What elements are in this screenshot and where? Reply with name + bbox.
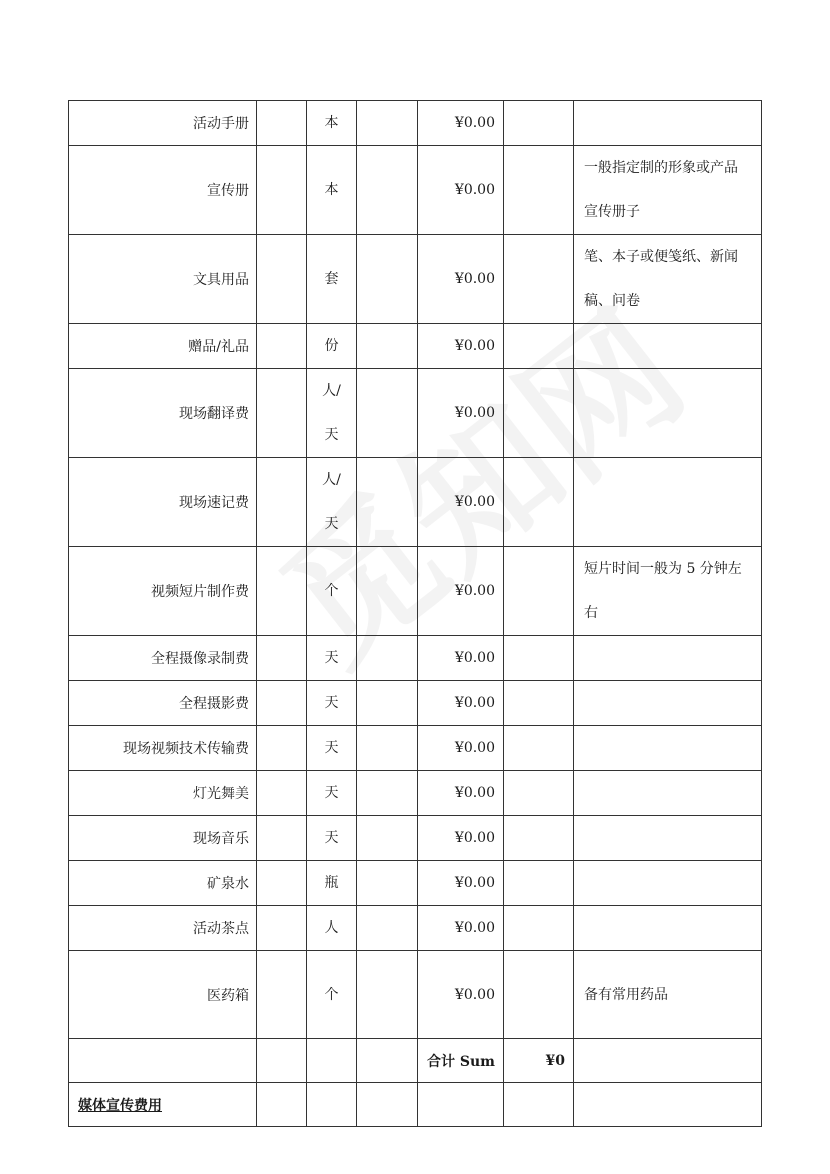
empty-cell [504, 861, 574, 906]
empty-cell [504, 235, 574, 324]
sum-empty-cell [257, 1039, 307, 1083]
empty-cell [257, 146, 307, 235]
item-name: 现场速记费 [69, 458, 257, 547]
sum-empty-cell [307, 1039, 357, 1083]
price-cell: ¥0.00 [418, 101, 504, 146]
table-row [69, 636, 762, 681]
empty-cell [504, 324, 574, 369]
unit-text: 本 [324, 115, 339, 131]
unit-cell [307, 369, 357, 458]
table-row [69, 951, 762, 1039]
empty-cell [504, 369, 574, 458]
price-cell: ¥0.00 [418, 369, 504, 458]
unit-text: 份 [324, 338, 339, 354]
price-cell: ¥0.00 [418, 235, 504, 324]
item-name: 全程摄影费 [69, 681, 257, 726]
unit-text: 本 [324, 182, 339, 198]
empty-cell [257, 636, 307, 681]
item-name: 宣传册 [69, 146, 257, 235]
price-cell: ¥0.00 [418, 771, 504, 816]
unit-text: 瓶 [324, 875, 339, 891]
empty-cell [357, 101, 418, 146]
section-empty-cell [418, 1083, 504, 1127]
unit-cell [307, 324, 357, 369]
table-row [69, 861, 762, 906]
empty-cell [357, 906, 418, 951]
unit-text: 人/ [322, 472, 341, 488]
empty-cell [357, 681, 418, 726]
empty-cell [504, 636, 574, 681]
empty-cell [257, 458, 307, 547]
unit-cell [307, 146, 357, 235]
table-row [69, 771, 762, 816]
note-cell [574, 771, 762, 816]
note-cell [574, 458, 762, 547]
table-row [69, 369, 762, 458]
empty-cell [504, 547, 574, 636]
price-cell: ¥0.00 [418, 547, 504, 636]
sum-empty-cell [69, 1039, 257, 1083]
item-name: 活动茶点 [69, 906, 257, 951]
sum-empty-cell [357, 1039, 418, 1083]
table-row [69, 547, 762, 636]
note-cell [574, 726, 762, 771]
empty-cell [504, 816, 574, 861]
price-cell: ¥0.00 [418, 636, 504, 681]
empty-cell [257, 369, 307, 458]
empty-cell [504, 771, 574, 816]
unit-cell [307, 726, 357, 771]
item-name: 全程摄像录制费 [69, 636, 257, 681]
note-cell [574, 636, 762, 681]
unit-cell [307, 101, 357, 146]
empty-cell [504, 101, 574, 146]
unit-text: 套 [324, 271, 339, 287]
unit-text: 个 [324, 583, 339, 599]
empty-cell [257, 101, 307, 146]
empty-cell [357, 861, 418, 906]
empty-cell [357, 771, 418, 816]
table-row [69, 101, 762, 146]
empty-cell [257, 771, 307, 816]
unit-text: 天 [324, 830, 339, 846]
item-name: 矿泉水 [69, 861, 257, 906]
price-cell: ¥0.00 [418, 726, 504, 771]
price-cell: ¥0.00 [418, 861, 504, 906]
section-empty-cell [257, 1083, 307, 1127]
item-name: 现场音乐 [69, 816, 257, 861]
item-name: 医药箱 [69, 951, 257, 1039]
unit-text: 天 [324, 427, 339, 443]
item-name: 灯光舞美 [69, 771, 257, 816]
table-row [69, 726, 762, 771]
item-name: 文具用品 [69, 235, 257, 324]
price-cell: ¥0.00 [418, 951, 504, 1039]
sum-row [69, 1039, 762, 1083]
sum-label: 合计 Sum [418, 1039, 504, 1083]
section-row [69, 1083, 762, 1127]
table-row [69, 681, 762, 726]
note-cell [574, 101, 762, 146]
unit-cell [307, 906, 357, 951]
item-name: 活动手册 [69, 101, 257, 146]
unit-cell [307, 547, 357, 636]
unit-text: 天 [324, 695, 339, 711]
empty-cell [504, 951, 574, 1039]
unit-cell [307, 636, 357, 681]
unit-text: 天 [324, 516, 339, 532]
empty-cell [504, 726, 574, 771]
section-title: 媒体宣传费用 [69, 1083, 257, 1127]
empty-cell [257, 547, 307, 636]
unit-text: 天 [324, 650, 339, 666]
empty-cell [257, 681, 307, 726]
unit-text: 个 [324, 986, 339, 1003]
note-cell [574, 369, 762, 458]
empty-cell [257, 235, 307, 324]
note-cell: 笔、本子或便笺纸、新闻稿、问卷 [574, 235, 762, 324]
empty-cell [504, 681, 574, 726]
unit-cell [307, 951, 357, 1039]
section-empty-cell [504, 1083, 574, 1127]
table-row [69, 458, 762, 547]
unit-cell [307, 861, 357, 906]
item-name: 赠品/礼品 [69, 324, 257, 369]
item-name: 视频短片制作费 [69, 547, 257, 636]
price-cell: ¥0.00 [418, 324, 504, 369]
budget-table [68, 100, 762, 1127]
price-cell: ¥0.00 [418, 816, 504, 861]
empty-cell [257, 861, 307, 906]
note-cell: 短片时间一般为 5 分钟左右 [574, 547, 762, 636]
table-row [69, 146, 762, 235]
empty-cell [357, 324, 418, 369]
section-empty-cell [307, 1083, 357, 1127]
unit-cell [307, 816, 357, 861]
budget-table-body [69, 101, 762, 1039]
note-cell [574, 906, 762, 951]
empty-cell [357, 235, 418, 324]
note-cell [574, 324, 762, 369]
empty-cell [504, 906, 574, 951]
empty-cell [257, 906, 307, 951]
empty-cell [257, 816, 307, 861]
empty-cell [257, 726, 307, 771]
note-cell: 一般指定制的形象或产品宣传册子 [574, 146, 762, 235]
empty-cell [357, 951, 418, 1039]
unit-text: 天 [324, 740, 339, 756]
table-row [69, 906, 762, 951]
note-cell [574, 816, 762, 861]
unit-cell [307, 771, 357, 816]
note-cell [574, 861, 762, 906]
unit-cell [307, 235, 357, 324]
empty-cell [257, 951, 307, 1039]
unit-cell [307, 458, 357, 547]
unit-text: 天 [324, 785, 339, 801]
empty-cell [504, 146, 574, 235]
empty-cell [357, 547, 418, 636]
section-empty-cell [574, 1083, 762, 1127]
note-cell [574, 681, 762, 726]
empty-cell [257, 324, 307, 369]
empty-cell [357, 636, 418, 681]
empty-cell [357, 816, 418, 861]
table-row [69, 235, 762, 324]
empty-cell [357, 458, 418, 547]
price-cell: ¥0.00 [418, 906, 504, 951]
table-row [69, 324, 762, 369]
section-empty-cell [357, 1083, 418, 1127]
empty-cell [357, 369, 418, 458]
sum-value: ¥0 [504, 1039, 574, 1083]
unit-text: 人/ [322, 383, 341, 399]
unit-cell [307, 681, 357, 726]
unit-text: 人 [324, 920, 339, 936]
empty-cell [504, 458, 574, 547]
table-row [69, 816, 762, 861]
price-cell: ¥0.00 [418, 458, 504, 547]
sum-empty-cell [574, 1039, 762, 1083]
note-cell: 备有常用药品 [574, 951, 762, 1039]
empty-cell [357, 146, 418, 235]
empty-cell [357, 726, 418, 771]
item-name: 现场视频技术传输费 [69, 726, 257, 771]
item-name: 现场翻译费 [69, 369, 257, 458]
price-cell: ¥0.00 [418, 146, 504, 235]
price-cell: ¥0.00 [418, 681, 504, 726]
